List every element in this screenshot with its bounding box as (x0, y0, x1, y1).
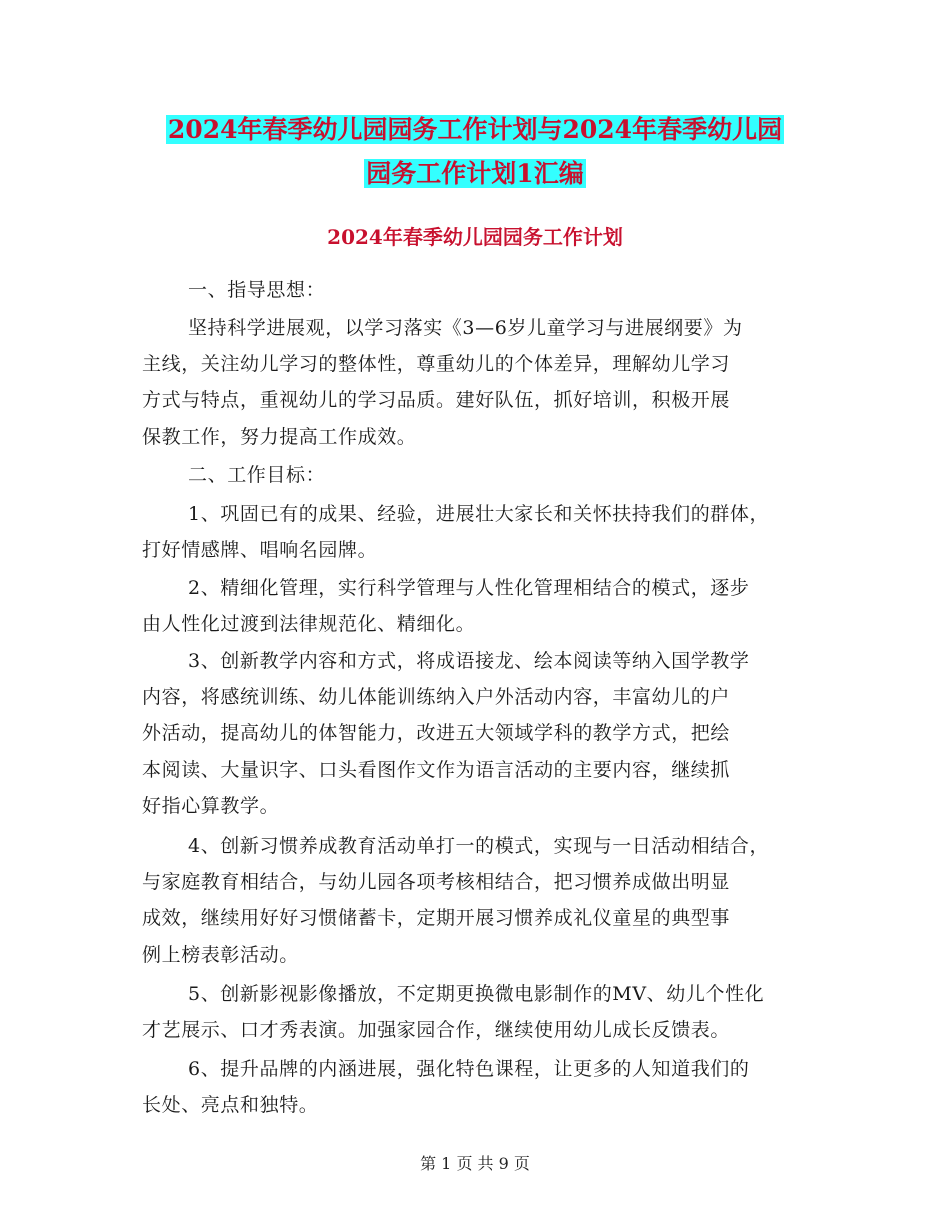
paragraph-line: 成效，继续用好好习惯储蓄卡，定期开展习惯养成礼仪童星的典型事 (142, 907, 731, 929)
paragraph-line: 5、创新影视影像播放，不定期更换微电影制作的MV、幼儿个性化 (188, 983, 765, 1005)
paragraph-line: 由人性化过渡到法律规范化、精细化。 (142, 613, 476, 635)
paragraph-line: 保教工作，努力提高工作成效。 (142, 426, 417, 448)
heading-work-goals: 二、工作目标： (188, 464, 326, 486)
paragraph-line: 打好情感牌、唱响名园牌。 (142, 539, 378, 561)
paragraph-line: 外活动，提高幼儿的体智能力，改进五大领域学科的教学方式，把绘 (142, 722, 731, 744)
paragraph-line: 6、提升品牌的内涵进展，强化特色课程，让更多的人知道我们的 (188, 1058, 750, 1080)
paragraph-line: 本阅读、大量识字、口头看图作文作为语言活动的主要内容，继续抓 (142, 759, 731, 781)
page-footer: 第 1 页 共 9 页 (420, 1154, 530, 1173)
heading-guiding-thought: 一、指导思想： (188, 279, 326, 301)
paragraph-line: 内容，将感统训练、幼儿体能训练纳入户外活动内容，丰富幼儿的户 (142, 686, 731, 708)
title-highlight-2: 园务工作计划1汇编 (366, 159, 584, 188)
paragraph-line: 方式与特点，重视幼儿的学习品质。建好队伍，抓好培训，积极开展 (142, 389, 731, 411)
paragraph-line: 3、创新教学内容和方式，将成语接龙、绘本阅读等纳入国学教学 (188, 650, 750, 672)
paragraph-line: 长处、亮点和独特。 (142, 1094, 319, 1116)
paragraph-line: 坚持科学进展观，以学习落实《3—6岁儿童学习与进展纲要》为 (188, 317, 743, 339)
paragraph-line: 主线，关注幼儿学习的整体性，尊重幼儿的个体差异，理解幼儿学习 (142, 353, 731, 375)
paragraph-line: 好指心算教学。 (142, 795, 280, 817)
paragraph-line: 例上榜表彰活动。 (142, 944, 299, 966)
document-title-line-2 (0, 156, 950, 192)
paragraph-line: 才艺展示、口才秀表演。加强家园合作，继续使用幼儿成长反馈表。 (142, 1019, 731, 1041)
document-title-line-1 (0, 112, 950, 148)
paragraph-line: 1、巩固已有的成果、经验，进展壮大家长和关怀扶持我们的群体， (188, 503, 770, 525)
title-highlight-1: 2024年春季幼儿园园务工作计划与2024年春季幼儿园 (167, 115, 783, 144)
section-title: 2024年春季幼儿园园务工作计划 (327, 225, 623, 249)
paragraph-line: 4、创新习惯养成教育活动单打一的模式，实现与一日活动相结合， (188, 835, 770, 857)
paragraph-line: 2、精细化管理，实行科学管理与人性化管理相结合的模式，逐步 (188, 577, 750, 599)
paragraph-line: 与家庭教育相结合，与幼儿园各项考核相结合，把习惯养成做出明显 (142, 871, 731, 893)
